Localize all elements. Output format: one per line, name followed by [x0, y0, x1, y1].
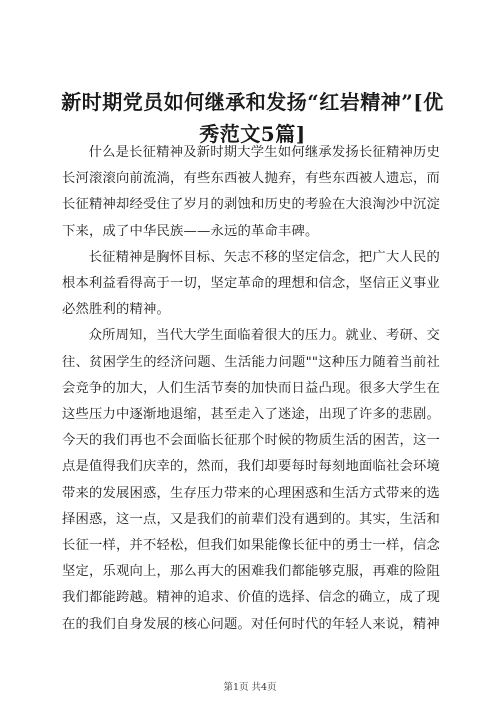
- paragraph-3: 众所周知，当代大学生面临着很大的压力。就业、考研、交往、贫困学生的经济问题、生活能力问题""这种压力随着当前社会竞争的加大，人们生活节奏的加快而日益凸现。很多大学生在这些压力中逐渐地退缩，甚至走入了迷途，出现了许多的悲剧。今天的我们再也不会面临长征那个时候的物质生活的困苦，这一点是值得我们庆幸的，然而，我们却要每时每刻地面临社会环境带来的发展困惑，生存压力带来的心理困惑和生活方式带来的选择困惑，这一点，又是我们的前辈们没有遇到的。其实，生活和长征一样，并不轻松，但我们如果能像长征中的勇士一样，信念坚定，乐观向上，那么再大的困难我们都能够克服，再难的险阻我们都能跨越。精神的追求、价值的选择、信念的确立，成了现在的我们自身发展的核心问题。对任何时代的年轻人来说，精神: [62, 328, 440, 632]
- document-title: 新时期党员如何继承和发扬“红岩精神”[优秀范文5篇]: [61, 90, 444, 146]
- document-body: [62, 140, 440, 638]
- paragraph-2: 长征精神是胸怀目标、矢志不移的坚定信念，把广大人民的根本利益看得高于一切，坚定革命的理想和信念，坚信正义事业必然胜利的精神。: [62, 249, 440, 318]
- page-footer: 第1页 共4页: [223, 682, 277, 693]
- paragraph-1: 什么是长征精神及新时期大学生如何继承发扬长征精神历史长河滚滚向前流淌，有些东西被人抛弃，有些东西被人遗忘，而长征精神却经受住了岁月的剥蚀和历史的考验在大浪淘沙中沉淀下来，成了中华民族——永远的革命丰碑。: [62, 145, 440, 239]
